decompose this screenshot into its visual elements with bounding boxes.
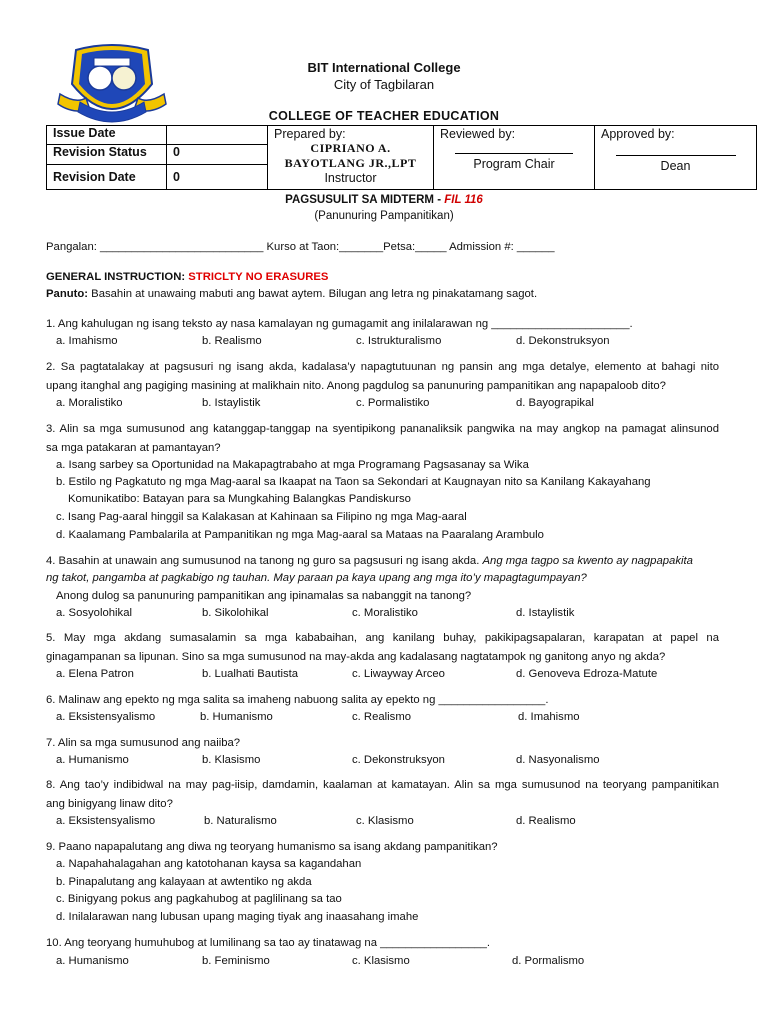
q4-option-b[interactable]: b. Sikolohikal: [202, 607, 269, 619]
q4-option-d[interactable]: d. Istaylistik: [516, 607, 575, 619]
general-instruction-label: GENERAL INSTRUCTION:: [46, 271, 189, 283]
q2-option-b[interactable]: b. Istaylistik: [202, 397, 261, 409]
question-6: 6. Malinaw ang epekto ng mga salita sa imaheng nabuong salita ay epekto ng _________________.: [46, 694, 549, 706]
panuto-text: Basahin at unawaing mabuti ang bawat aytem. Bilugan ang letra ng pinakatamang sagot.: [88, 288, 538, 300]
q7-option-c[interactable]: c. Dekonstruksyon: [352, 754, 445, 766]
preparer-role: Instructor: [324, 171, 377, 185]
question-7: 7. Alin sa mga sumusunod ang naiiba?: [46, 737, 241, 749]
q10-option-d[interactable]: d. Pormalismo: [512, 955, 585, 967]
panuto-label: Panuto:: [46, 288, 89, 300]
exam-subtitle: (Panunuring Pampanitikan): [314, 210, 454, 222]
general-instruction-text: STRICLTY NO ERASURES: [188, 271, 329, 283]
q4-quoted-text: Ang mga tagpo sa kwento ay nagpapakita: [482, 555, 693, 567]
q2-option-c[interactable]: c. Pormalistiko: [356, 397, 430, 409]
exam-title-text: PAGSUSULIT SA MIDTERM -: [285, 194, 445, 206]
q6-option-c[interactable]: c. Realismo: [352, 711, 412, 723]
question-3-line-1: 3. Alin sa mga sumusunod ang katanggap-tanggap na syentipikong pananaliksik pangwika na may angkop na pamagat alinsunod: [46, 423, 719, 435]
exam-course-code: FIL 116: [444, 194, 483, 206]
reviewed-by-label: Reviewed by:: [440, 127, 516, 141]
q3-option-a[interactable]: a. Isang sarbey sa Oportunidad na Makapagtrabaho at mga Programang Pagsasanay sa Wika: [56, 459, 529, 471]
question-2-line-1: 2. Sa pagtatalakay at pagsusuri ng isang akda, kadalasa’y napagtutuunan ng pansin ang mga detalye, elemento at bahagi nito: [46, 361, 719, 373]
q8-option-a[interactable]: a. Eksistensyalismo: [56, 815, 156, 827]
q1-option-a[interactable]: a. Imahismo: [56, 335, 118, 347]
question-4-line-1: [46, 555, 693, 567]
department-name: COLLEGE OF TEACHER EDUCATION: [268, 109, 500, 123]
reviewer-signature-line: [455, 145, 573, 154]
q1-option-c[interactable]: c. Istrukturalismo: [356, 335, 442, 347]
q9-option-c[interactable]: c. Binigyang pokus ang pagkahubog at paglilinang sa tao: [56, 893, 342, 905]
q10-option-a[interactable]: a. Humanismo: [56, 955, 129, 967]
preparer-name-line-2: BAYOTLANG JR.,LPT: [284, 156, 417, 170]
student-info-line: Pangalan: __________________________ Kurso at Taon:_______Petsa:_____ Admission #: ______: [46, 241, 555, 253]
q8-option-d[interactable]: d. Realismo: [516, 815, 576, 827]
question-2-line-2: upang itanghal ang pagiging masining at malikhain nito. Anong pagdulog sa panunuring pampanitikan ang napapaloob dito?: [46, 380, 666, 392]
exam-title: [0, 194, 768, 206]
q5-option-d[interactable]: d. Genoveva Edroza-Matute: [516, 668, 658, 680]
question-5-line-1: 5. May mga akdang sumasalamin sa mga kababaihan, ang kanilang buhay, pakikipagsapalaran, karapatan at papel na: [46, 632, 719, 644]
issue-date-label: Issue Date: [47, 126, 167, 145]
q5-option-c[interactable]: c. Liwayway Arceo: [352, 668, 445, 680]
q8-option-c[interactable]: c. Klasismo: [356, 815, 414, 827]
q2-option-a[interactable]: a. Moralistiko: [56, 397, 123, 409]
prepared-by-cell: [268, 126, 434, 190]
q4-option-c[interactable]: c. Moralistiko: [352, 607, 418, 619]
college-name: BIT International College: [307, 60, 461, 75]
question-4-line-3: Anong dulog sa panunuring pampanitikan ang ipinamalas sa nabanggit na tanong?: [56, 590, 472, 602]
q6-option-d[interactable]: d. Imahismo: [518, 711, 580, 723]
question-8-line-2: ang binigyang linaw dito?: [46, 798, 173, 810]
document-info-table: [46, 125, 757, 190]
panuto-line: [46, 288, 537, 300]
general-instruction: [46, 271, 328, 283]
q3-option-b-line-2[interactable]: Komunikatibo: Batayan para sa Mungkahing Balangkas Pandiskurso: [68, 493, 411, 505]
approver-role: Dean: [660, 159, 691, 173]
q3-option-c[interactable]: c. Isang Pag-aaral hinggil sa Kalakasan at Kahinaan sa Filipino ng mga Mag-aaral: [56, 511, 467, 523]
q9-option-a[interactable]: a. Napahahalagahan ang katotohanan kaysa sa kagandahan: [56, 858, 362, 870]
preparer-name-line-1: CIPRIANO A.: [310, 141, 391, 155]
q7-option-d[interactable]: d. Nasyonalismo: [516, 754, 600, 766]
question-9: 9. Paano napapalutang ang diwa ng teoryang humanismo sa isang akdang pampanitikan?: [46, 841, 498, 853]
revision-date-value: 0: [167, 165, 268, 190]
reviewer-role: Program Chair: [473, 157, 555, 171]
q3-option-b-line-1[interactable]: b. Estilo ng Pagkatuto ng mga Mag-aaral sa Ikaapat na Taon sa Sekondari at Kaugnayan nito sa Kanilang Kakayahang: [56, 476, 651, 488]
q9-option-d[interactable]: d. Inilalarawan nang lubusan upang maging tiyak ang inaasahang imahe: [56, 911, 419, 923]
approved-by-cell: [595, 126, 757, 190]
q6-option-b[interactable]: b. Humanismo: [200, 711, 273, 723]
revision-date-label: Revision Date: [47, 165, 167, 190]
question-1: 1. Ang kahulugan ng isang teksto ay nasa kamalayan ng gumagamit ang inilalarawan ng ______________________.: [46, 318, 633, 330]
q9-option-b[interactable]: b. Pinapalutang ang kalayaan at awtentiko ng akda: [56, 876, 312, 888]
q5-option-a[interactable]: a. Elena Patron: [56, 668, 134, 680]
q4-option-a[interactable]: a. Sosyolohikal: [56, 607, 132, 619]
approved-by-label: Approved by:: [601, 127, 675, 141]
question-3-line-2: sa mga patakaran at pamantayan?: [46, 442, 221, 454]
q10-option-c[interactable]: c. Klasismo: [352, 955, 410, 967]
revision-status-value: 0: [167, 145, 268, 165]
q3-option-d[interactable]: d. Kaalamang Pambalarila at Pampanitikan ng mga Mag-aaral sa Mataas na Paaralang Arambulo: [56, 529, 544, 541]
q1-option-b[interactable]: b. Realismo: [202, 335, 262, 347]
q7-option-a[interactable]: a. Humanismo: [56, 754, 129, 766]
issue-date-value: [167, 126, 268, 145]
q6-option-a[interactable]: a. Eksistensyalismo: [56, 711, 156, 723]
q2-option-d[interactable]: d. Bayograpikal: [516, 397, 594, 409]
revision-status-label: Revision Status: [47, 145, 167, 165]
college-city: City of Tagbilaran: [333, 77, 435, 92]
q8-option-b[interactable]: b. Naturalismo: [204, 815, 277, 827]
question-5-line-2: ginagampanan sa lipunan. Sino sa mga sumusunod na may-akda ang kadalasang nagtatampok ng ganitong anyo ng akda?: [46, 651, 666, 663]
q1-option-d[interactable]: d. Dekonstruksyon: [516, 335, 610, 347]
q10-option-b[interactable]: b. Feminismo: [202, 955, 270, 967]
q4-lead-text: 4. Basahin at unawain ang sumusunod na tanong ng guro sa pagsusuri ng isang akda.: [46, 555, 483, 567]
reviewed-by-cell: [434, 126, 595, 190]
q7-option-b[interactable]: b. Klasismo: [202, 754, 261, 766]
approver-signature-line: [616, 149, 736, 156]
question-10: 10. Ang teoryang humuhubog at lumilinang sa tao ay tinatawag na _________________.: [46, 937, 491, 949]
question-4-line-2: ng takot, pangamba at pagkabigo ng tauhan. May paraan pa kaya upang ang mga ito’y mapagtagumpayan?: [46, 572, 587, 584]
q5-option-b[interactable]: b. Lualhati Bautista: [202, 668, 299, 680]
question-8-line-1: 8. Ang tao’y indibidwal na may pag-iisip, damdamin, kaalaman at kamatayan. Alin sa mga sumusunod na teoryang pampanitikan: [46, 779, 719, 791]
prepared-by-label: Prepared by:: [274, 127, 346, 141]
